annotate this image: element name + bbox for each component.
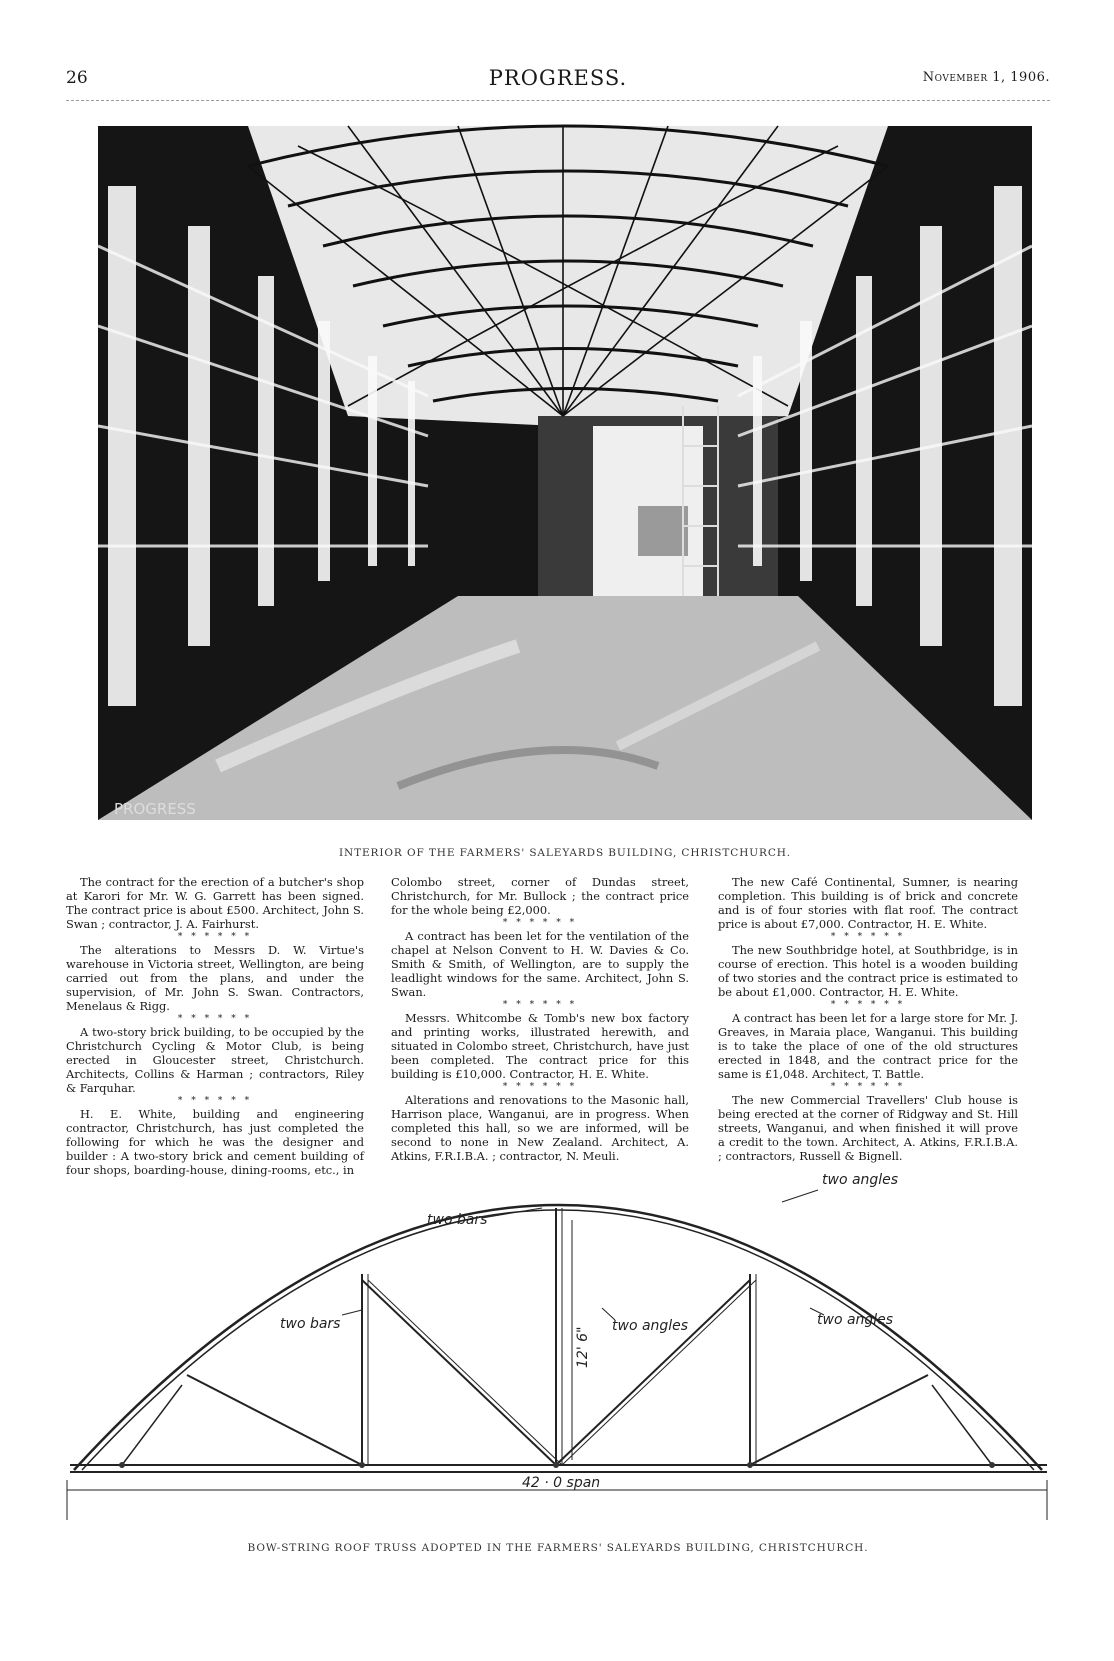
- label-two-angles-mid: two angles: [612, 1318, 689, 1334]
- page-number: 26: [66, 68, 88, 88]
- article-paragraph: The contract for the erection of a butcher's shop at Karori for Mr. W. G. Garrett has been signed. The contract price is about £500. Architect, John S. Swan ; contractor, J. A. Fairhurst.: [66, 875, 364, 931]
- photo-watermark: PROGRESS: [114, 800, 196, 818]
- photo-caption: INTERIOR OF THE FARMERS' SALEYARDS BUILDING, CHRISTCHURCH.: [338, 847, 792, 859]
- separator: * * * * * *: [830, 1000, 906, 1010]
- label-two-bars-top: two bars: [427, 1212, 488, 1228]
- article-paragraph: A contract has been let for the ventilation of the chapel at Nelson Convent to H. W. Davies & Co. Smith & Smith, of Wellington, are to supply the leadlight windows for the same. Architect, John S. Swan.: [391, 929, 689, 999]
- interior-photo: [98, 126, 1032, 820]
- separator: * * * * * *: [830, 932, 906, 942]
- separator: * * * * * *: [502, 1000, 578, 1010]
- article-paragraph: The alterations to Messrs D. W. Virtue's warehouse in Victoria street, Wellington, are being carried out from the plans, and under the supervision, of Mr. John S. Swan. Contractors, Menelaus & Rigg.: [66, 943, 364, 1013]
- article-columns: [66, 875, 1050, 1180]
- label-span: 42 · 0 span: [522, 1475, 601, 1491]
- issue-date: November 1, 1906.: [922, 70, 1050, 85]
- separator: * * * * * *: [177, 1014, 253, 1024]
- truss-diagram: [62, 1172, 1052, 1560]
- label-two-angles-top: two angles: [822, 1172, 899, 1188]
- separator: * * * * * *: [502, 1082, 578, 1092]
- separator: * * * * * *: [177, 932, 253, 942]
- label-two-angles-right: two angles: [817, 1312, 894, 1328]
- upper-chord: [74, 1205, 1042, 1470]
- article-paragraph: Messrs. Whitcombe & Tomb's new box factory and printing works, illustrated herewith, and situated in Colombo street, Christchurch, have just been completed. The contract price for this building is £10,000. Contractor, H. E. White.: [391, 1011, 689, 1081]
- article-paragraph: A contract has been let for a large store for Mr. J. Greaves, in Maraia place, Wanganui. This building is to take the place of one of the old structures erected in 1848, and the contract price for the same is £1,048. Architect, T. Battle.: [718, 1011, 1018, 1081]
- journal-title: PROGRESS.: [488, 66, 628, 90]
- separator: * * * * * *: [177, 1096, 253, 1106]
- article-paragraph: Alterations and renovations to the Masonic hall, Harrison place, Wanganui, are in progress. When completed this hall, so we are informed, will be second to none in New Zealand. Architect, A. Atkins, F.R.I.B.A. ; contractor, N. Meuli.: [391, 1093, 689, 1163]
- article-paragraph: H. E. White, building and engineering contractor, Christchurch, has just completed the following for which he was the designer and builder : A two-story brick and cement building of four shops, boarding-house, dining-rooms, etc., in: [66, 1107, 364, 1177]
- truss-caption: BOW-STRING ROOF TRUSS ADOPTED IN THE FARMERS' SALEYARDS BUILDING, CHRISTCHURCH.: [247, 1542, 869, 1554]
- column-2: [391, 875, 689, 1163]
- header-rule: [66, 100, 1050, 101]
- page-header: [66, 68, 1050, 98]
- separator: * * * * * *: [502, 918, 578, 928]
- column-1: [66, 875, 364, 1177]
- article-paragraph: The new Commercial Travellers' Club house is being erected at the corner of Ridgway and St. Hill streets, Wanganui, and when finished it will prove a credit to the town. Architect, A. Atkins, F.R.I.B.A. ; contractors, Russell & Bignell.: [718, 1093, 1018, 1163]
- label-two-bars-left: two bars: [280, 1316, 341, 1332]
- article-paragraph: A two-story brick building, to be occupied by the Christchurch Cycling & Motor Club, is being erected in Gloucester street, Christchurch. Architects, Collins & Harman ; contractors, Riley & Farquhar.: [66, 1025, 364, 1095]
- column-3: [718, 875, 1018, 1163]
- article-paragraph: The new Café Continental, Sumner, is nearing completion. This building is of brick and concrete and is of four stories with flat roof. The contract price is about £7,000. Contractor, H. E. White.: [718, 875, 1018, 931]
- article-paragraph: Colombo street, corner of Dundas street, Christchurch, for Mr. Bullock ; the contract price for the whole being £2,000.: [391, 875, 689, 917]
- article-paragraph: The new Southbridge hotel, at Southbridge, is in course of erection. This hotel is a wooden building of two stories and the contract price is estimated to be about £1,000. Contractor, H. E. White.: [718, 943, 1018, 999]
- label-height: 12' 6": [575, 1326, 591, 1368]
- separator: * * * * * *: [830, 1082, 906, 1092]
